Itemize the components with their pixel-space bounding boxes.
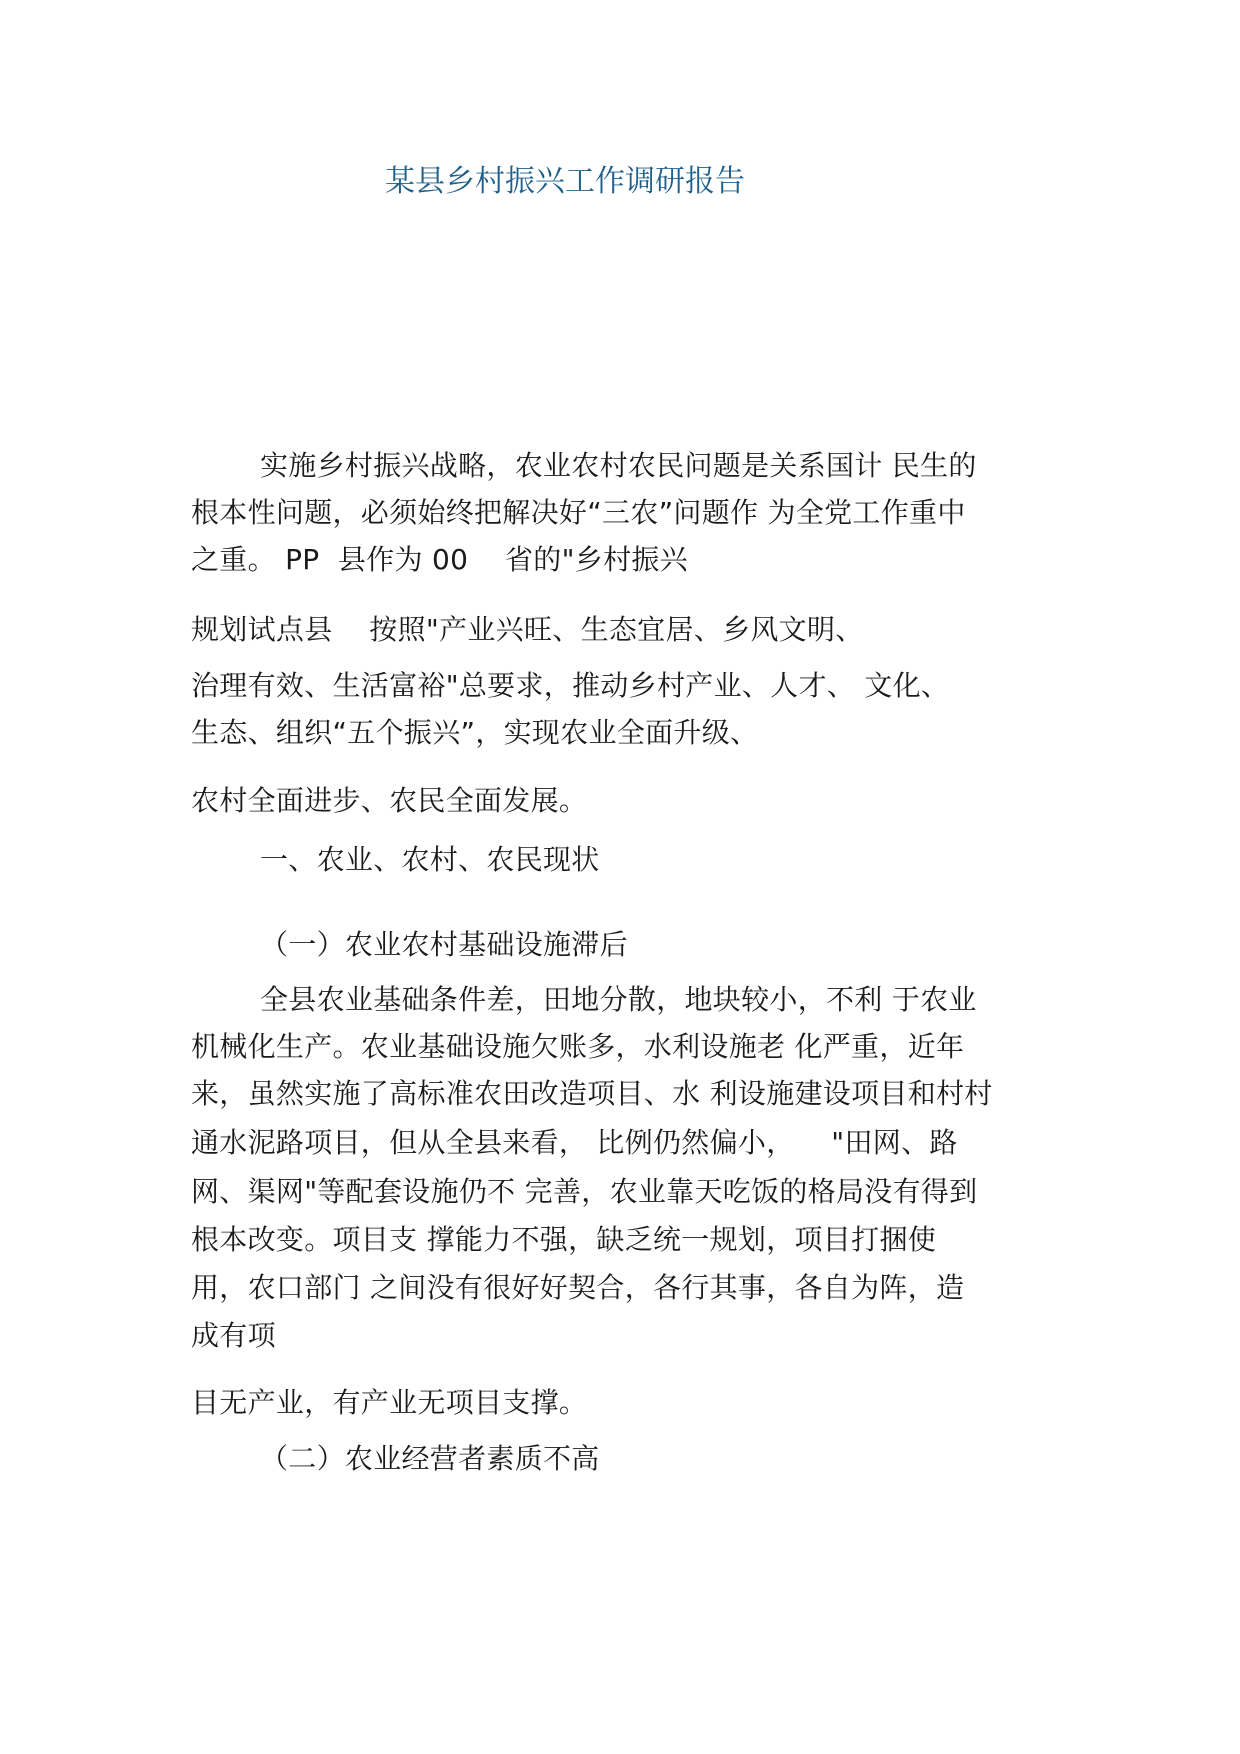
paragraph-line: 目无产业，有产业无项目支撑。	[191, 1386, 588, 1419]
paragraph-line: 规划试点县 按照"产业兴旺、生态宜居、乡风文明、	[191, 613, 864, 646]
paragraph-line: 治理有效、生活富裕"总要求，推动乡村产业、人才、 文化、	[191, 669, 950, 702]
paragraph-line: 机械化生产。农业基础设施欠账多，水利设施老 化严重，近年	[191, 1030, 965, 1063]
paragraph-line: 用，农口部门 之间没有很好好契合，各行其事，各自为阵，造	[191, 1271, 965, 1304]
paragraph-line: 全县农业基础条件差，田地分散，地块较小，不利 于农业	[260, 983, 977, 1016]
paragraph-line: 成有项	[191, 1319, 276, 1352]
paragraph-line: 实施乡村振兴战略，农业农村农民问题是关系国计 民生的	[260, 449, 977, 482]
paragraph-line: 生态、组织“五个振兴”，实现农业全面升级、	[191, 716, 759, 749]
paragraph-line: 来，虽然实施了高标准农田改造项目、水 利设施建设项目和村村	[191, 1077, 993, 1110]
subsection-heading: （二）农业经营者素质不高	[260, 1442, 600, 1475]
subsection-heading: （一）农业农村基础设施滞后	[260, 928, 628, 961]
paragraph-line: 根本性问题，必须始终把解决好“三农”问题作 为全党工作重中	[191, 496, 966, 529]
paragraph-line: 之重。 PP 县作为 00 省的"乡村振兴	[191, 543, 688, 576]
paragraph-line: 农村全面进步、农民全面发展。	[191, 784, 588, 817]
paragraph-line: 通水泥路项目，但从全县来看， 比例仍然偏小， "田网、路	[191, 1126, 958, 1159]
paragraph-line: 网、渠网"等配套设施仍不 完善，农业靠天吃饭的格局没有得到	[191, 1175, 978, 1208]
section-heading: 一、农业、农村、农民现状	[260, 843, 600, 876]
report-title: 某县乡村振兴工作调研报告	[385, 164, 745, 199]
paragraph-line: 根本改变。项目支 撑能力不强，缺乏统一规划，项目打捆使	[191, 1223, 937, 1256]
